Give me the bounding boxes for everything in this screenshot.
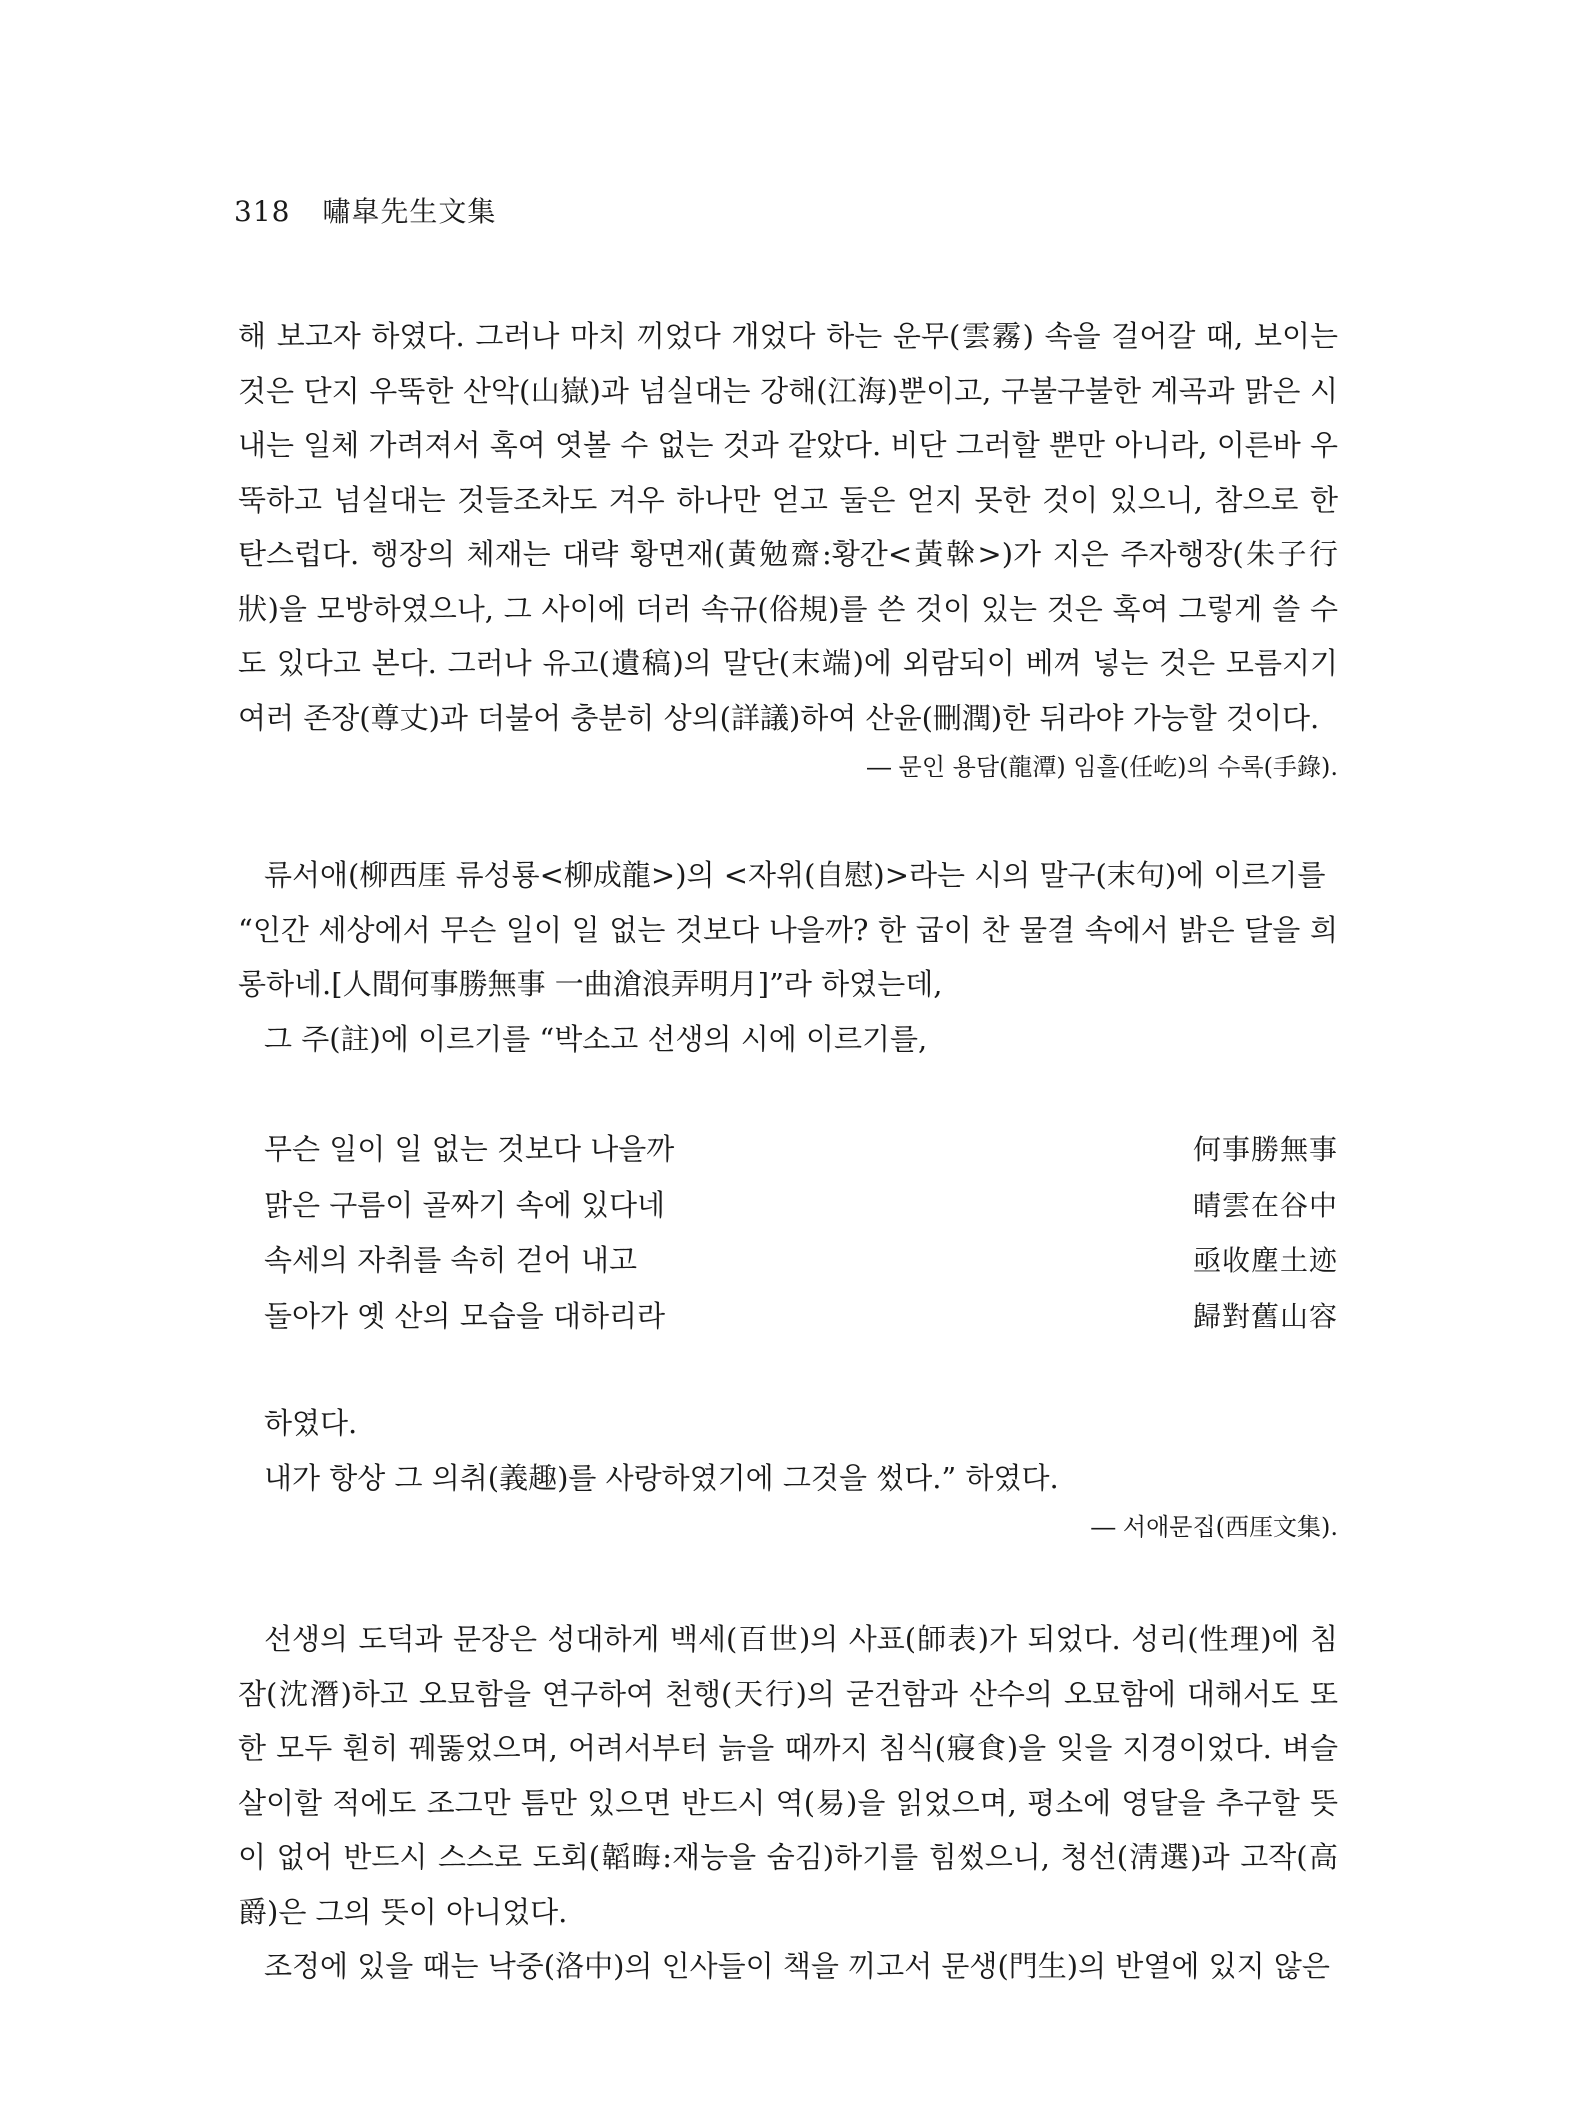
poem-korean: 맑은 구름이 골짜기 속에 있다네 [264,1187,666,1222]
poem-korean: 무슨 일이 일 없는 것보다 나을까 [264,1132,675,1166]
page-number: 318 [234,195,291,228]
poem-hanja: 亟收塵土迹 [1192,1244,1338,1277]
line-commentary: 그 주(註)에 이르기를 “박소고 선생의 시에 이르기를, [264,1021,928,1056]
section-2-intro [238,848,1338,1066]
poem-line [264,1233,1338,1289]
attribution-imheul: ― 문인 용담(龍潭) 임흘(任屹)의 수록(手錄). [867,753,1338,781]
paragraph-haengjang: 해 보고자 하였다. 그러나 마치 끼었다 개었다 하는 운무(雲霧) 속을 걸어갈 때, 보이는 것은 단지 우뚝한 산악(山嶽)과 넘실대는 강해(江海)뿐이고, 구불구불한 계곡과 맑은 시내는 일체 가려져서 혹여 엿볼 수 없는 것과 같았다. 비단 그러할 뿐만 아니라, 이른바 우뚝하고 넘실대는 것들조차도 겨우 하나만 얻고 둘은 얻지 못한 것이 있으니, 참으로 한탄스럽다. 행장의 체재는 대략 황면재(黃勉齋:황간<黃榦>)가 지은 주자행장(朱子行狀)을 모방하였으나, 그 사이에 더러 속규(俗規)를 쓴 것이 있는 것은 혹여 그렇게 쓸 수도 있다고 본다. 그러나 유고(遺稿)의 말단(末端)에 외람되이 베껴 넣는 것은 모름지기 여러 존장(尊丈)과 더불어 충분히 상의(詳議)하여 산윤(刪潤)한 뒤라야 가능할 것이다. [238,319,1338,735]
attribution-seoae: ― 서애문집(西厓文集). [1091,1513,1338,1541]
line-naega: 내가 항상 그 의취(義趣)를 사랑하였기에 그것을 썼다.” 하였다. [264,1460,1059,1495]
poem-hanja: 晴雲在谷中 [1192,1188,1338,1222]
section-3 [238,1612,1338,1994]
poem-line [264,1289,1338,1345]
paragraph-dodeok: 선생의 도덕과 문장은 성대하게 백세(百世)의 사표(師表)가 되었다. 성리(性理)에 침잠(沈潛)하고 오묘함을 연구하여 천행(天行)의 굳건함과 산수의 오묘함에 대해서도 또한 모두 훤히 꿰뚫었으며, 어려서부터 늙을 때까지 침식(寢食)을 잊을 지경이었다. 벼슬살이할 적에도 조그만 틈만 있으면 반드시 역(易)을 읽었으며, 평소에 영달을 추구할 뜻이 없어 반드시 스스로 도회(韜晦:재능을 숨김)하기를 힘썼으니, 청선(淸選)과 고작(高爵)은 그의 뜻이 아니었다. [238,1622,1338,1929]
page-header [234,190,496,230]
poem-korean: 돌아가 옛 산의 모습을 대하리라 [264,1298,666,1333]
book-title: 嘯皐先生文集 [322,195,497,228]
section-1 [238,309,1338,787]
poem-korean: 속세의 자취를 속히 걷어 내고 [264,1243,638,1277]
poem [264,1122,1338,1344]
line-quote: “인간 세상에서 무슨 일이 일 없는 것보다 나을까? 한 굽이 찬 물결 속에서 밝은 달을 희롱하네.[人間何事勝無事 一曲滄浪弄明月]”라 하였는데, [238,912,1338,1001]
poem-hanja: 何事勝無事 [1192,1133,1338,1166]
line-ryu-seoae: 류서애(柳西厓 류성룡<柳成龍>)의 <자위(自慰)>라는 시의 말구(末句)에 이르기를 [264,858,1326,892]
section-2-after [238,1396,1338,1547]
paragraph-joejeong: 조정에 있을 때는 낙중(洛中)의 인사들이 책을 끼고서 문생(門生)의 반열에 있지 않은 [264,1949,1330,1983]
poem-line [264,1122,1338,1178]
poem-line [264,1178,1338,1234]
line-hayeotda: 하였다. [264,1406,358,1440]
poem-hanja: 歸對舊山容 [1192,1299,1338,1333]
